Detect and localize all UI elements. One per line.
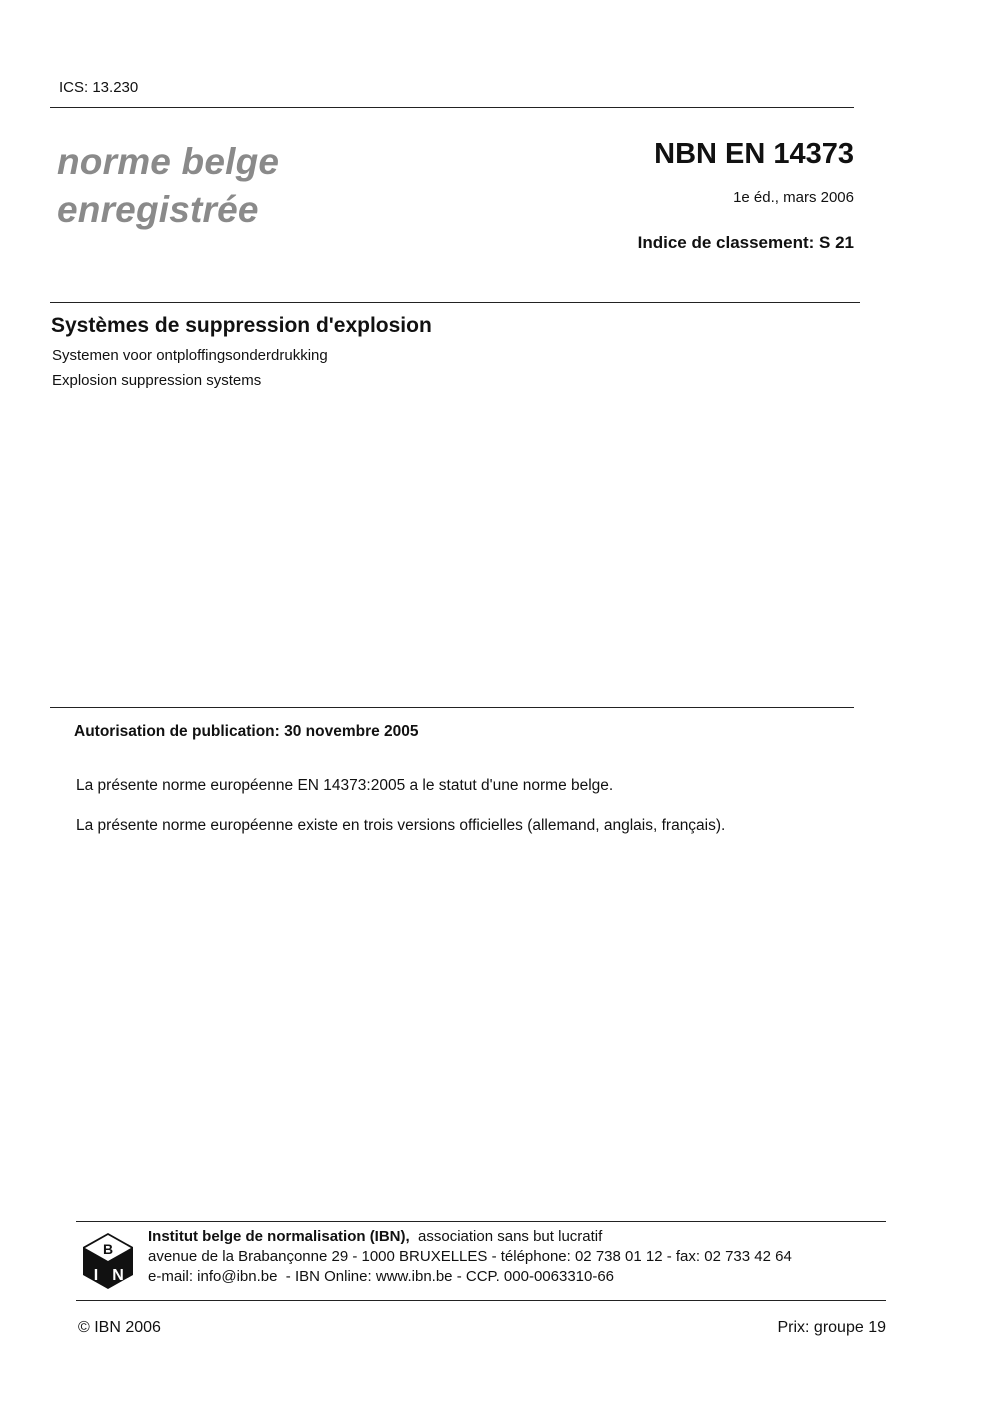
institute-name-bold: Institut belge de normalisation (IBN), bbox=[148, 1228, 410, 1245]
title-english: Explosion suppression systems bbox=[52, 372, 262, 389]
title-rule bbox=[50, 302, 860, 303]
ibn-logo-icon bbox=[82, 1232, 134, 1290]
status-paragraph: La présente norme européenne EN 14373:2005 a le statut d'une norme belge. bbox=[76, 777, 614, 794]
copyright: © IBN 2006 bbox=[78, 1319, 161, 1336]
footer-top-rule bbox=[76, 1221, 886, 1222]
institute-address: avenue de la Brabançonne 29 - 1000 BRUXELLES - téléphone: 02 738 01 12 - fax: 02 733 42 64 bbox=[148, 1248, 792, 1265]
institute-contact: e-mail: info@ibn.be - IBN Online: www.ibn.be - CCP. 000-0063310-66 bbox=[148, 1268, 615, 1285]
title-dutch: Systemen voor ontploffingsonderdrukking bbox=[52, 347, 328, 364]
ics-code: ICS: 13.230 bbox=[59, 79, 139, 96]
logo-letter-b: B bbox=[102, 1241, 114, 1257]
classification-index: Indice de classement: S 21 bbox=[637, 233, 854, 252]
versions-paragraph: La présente norme européenne existe en trois versions officielles (allemand, anglais, français). bbox=[76, 817, 726, 834]
authorization-date: Autorisation de publication: 30 novembre 2005 bbox=[74, 723, 419, 740]
logo-letter-i: I bbox=[93, 1267, 99, 1284]
header-rule bbox=[50, 107, 854, 108]
price-group: Prix: groupe 19 bbox=[777, 1319, 886, 1336]
footer-bottom-rule bbox=[76, 1300, 886, 1301]
title-french: Systèmes de suppression d'explosion bbox=[51, 314, 432, 337]
logo-letter-n: N bbox=[112, 1267, 124, 1284]
institute-name bbox=[148, 1228, 602, 1245]
body-rule bbox=[50, 707, 854, 708]
edition-date: 1e éd., mars 2006 bbox=[733, 189, 854, 206]
registered-label-line2: enregistrée bbox=[57, 189, 259, 230]
institute-type: association sans but lucratif bbox=[409, 1228, 603, 1245]
document-number: NBN EN 14373 bbox=[654, 138, 854, 170]
registered-label-line1: norme belge bbox=[57, 141, 280, 182]
